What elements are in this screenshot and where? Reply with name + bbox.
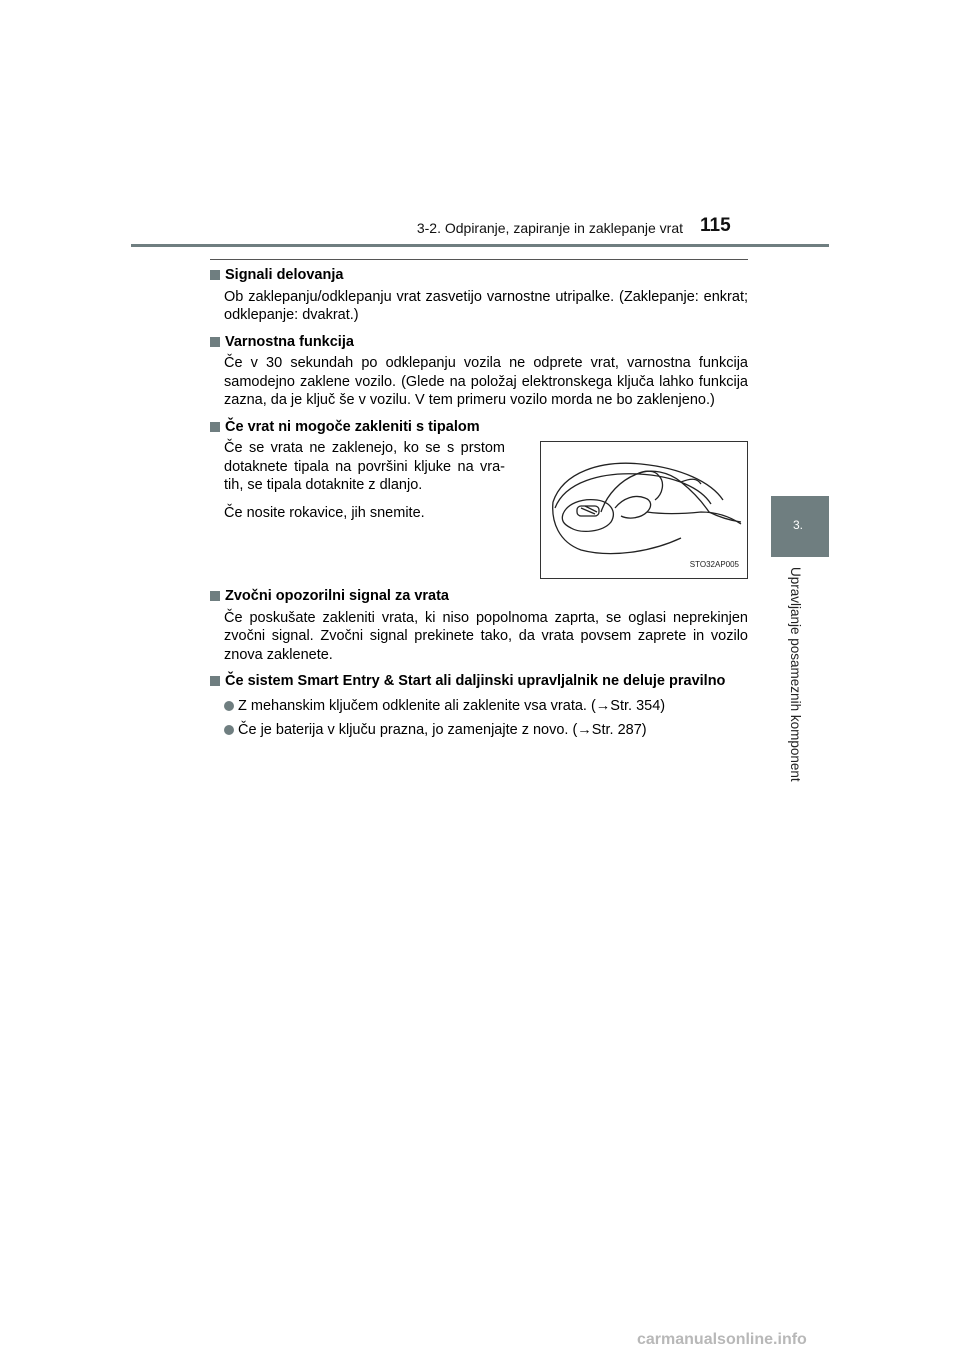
section-heading: Signali delovanja [210, 266, 748, 285]
section-paragraph: Če se vrata ne zaklenejo, ko se s prstom dotaknete tipala na površini kljuke na vra-tih, se tipala dotaknite z dlanjo. [224, 440, 505, 493]
section-heading: Če vrat ni mogoče zakleniti s tipalom [210, 418, 748, 437]
square-bullet-icon [210, 422, 220, 432]
section-body: Če v 30 sekundah po odklepanju vozila ne odprete vrat, varnostna funkcija samodejno zaklene vozilo. (Glede na položaj elektronskega ključa lahko funkcija zazna, da je ključ še v vozilu. V tem primeru vozilo morda ne bo zaklenjeno.) [224, 355, 748, 408]
page-number: 115 [700, 215, 731, 236]
chapter-side-label: Upravljanje posameznih komponent [788, 567, 803, 782]
figure-code: STO32AP005 [689, 559, 739, 569]
door-handle-illustration [540, 441, 748, 579]
section-body: Če poskušate zakleniti vrata, ki niso popolnoma zaprta, se oglasi neprekinjen zvočni signal. Zvočni signal prekinete tako, da vrata povsem zaprete in vozilo znova zaklenete. [224, 609, 748, 663]
section-heading: Če sistem Smart Entry & Start ali daljinski upravljalnik ne deluje pravilno [210, 672, 748, 691]
list-item: Z mehanskim ključem odklenite ali zaklenite vsa vrata. (→Str. 354) [210, 697, 748, 716]
section-paragraph: Če nosite rokavice, jih snemite. [224, 504, 425, 521]
square-bullet-icon [210, 591, 220, 601]
section-heading: Varnostna funkcija [210, 333, 748, 352]
square-bullet-icon [210, 337, 220, 347]
section-door-warning-buzzer [210, 587, 748, 664]
watermark: carmanualsonline.info [637, 1331, 807, 1348]
section-security-function [210, 333, 748, 410]
section-body: Ob zaklepanju/odklepanju vrat zasvetijo varnostne utripalke. (Zaklepanje: enkrat; odklepanje: dvakrat.) [224, 288, 748, 323]
header-section-title: 3-2. Odpiranje, zapiranje in zaklepanje vrat [416, 220, 683, 236]
list-item: Če je baterija v ključu prazna, jo zamenjajte z novo. (→Str. 287) [210, 721, 748, 740]
section-heading: Zvočni opozorilni signal za vrata [210, 587, 748, 606]
chapter-tab [771, 496, 829, 557]
section-smart-entry-malfunction [210, 672, 748, 740]
header-divider [131, 244, 829, 247]
page-content [210, 266, 748, 748]
section-divider [210, 259, 748, 260]
section-sensor-lock [210, 418, 748, 580]
round-bullet-icon [224, 701, 234, 711]
square-bullet-icon [210, 676, 220, 686]
chapter-number: 3. [793, 518, 804, 532]
round-bullet-icon [224, 725, 234, 735]
square-bullet-icon [210, 270, 220, 280]
section-operation-signals [210, 266, 748, 325]
